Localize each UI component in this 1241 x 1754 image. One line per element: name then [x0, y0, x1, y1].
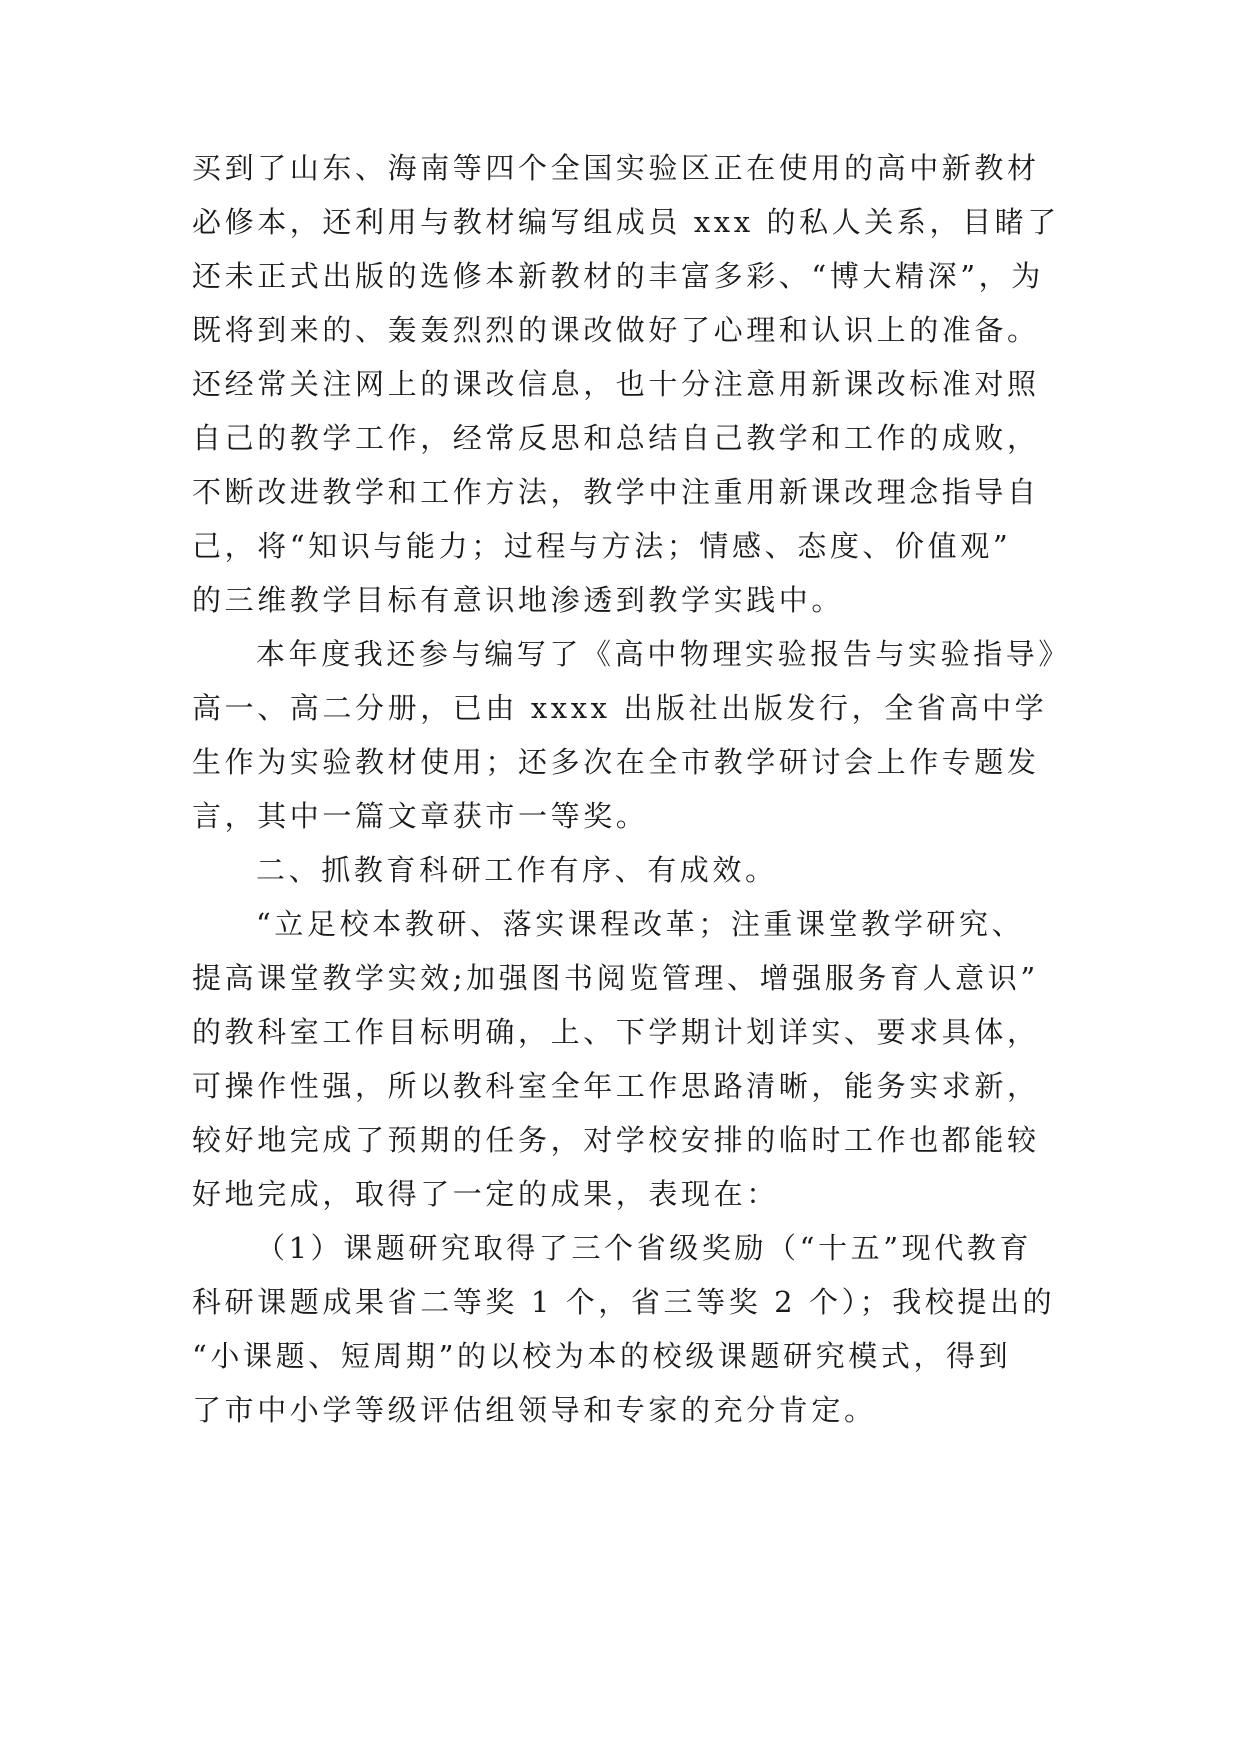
text-line: 还经常关注网上的课改信息，也十分注意用新课改标准对照 [192, 367, 1040, 401]
text-line: 本年度我还参与编写了《高中物理实验报告与实验指导》 [256, 637, 1072, 671]
text-line: 了市中小学等级评估组领导和专家的充分肯定。 [192, 1393, 877, 1427]
text-line: 己，将“知识与能力；过程与方法；情感、态度、价值观” [192, 529, 1012, 563]
text-line: 既将到来的、轰轰烈烈的课改做好了心理和认识上的准备。 [192, 313, 1040, 347]
text-line: 好地完成，取得了一定的成果，表现在： [192, 1177, 779, 1211]
text-line: 提高课堂教学实效;加强图书阅览管理、增强服务育人意识” [192, 961, 1039, 995]
text-line: 科研课题成果省二等奖 1 个，省三等奖 2 个）；我校提出的 [192, 1285, 1056, 1319]
text-line: 买到了山东、海南等四个全国实验区正在使用的高中新教材 [192, 151, 1040, 185]
text-line: 必修本，还利用与教材编写组成员 xxx 的私人关系，目睹了 [192, 205, 1060, 239]
text-line: 不断改进教学和工作方法，教学中注重用新课改理念指导自 [192, 475, 1040, 509]
text-line: 高一、高二分册，已由 xxxx 出版社出版发行，全省高中学 [192, 691, 1048, 725]
text-line: 可操作性强，所以教科室全年工作思路清晰，能务实求新， [192, 1069, 1040, 1103]
section-heading: 二、抓教育科研工作有序、有成效。 [256, 853, 778, 887]
text-line: 的三维教学目标有意识地渗透到教学实践中。 [192, 583, 845, 617]
text-line: “立足校本教研、落实课程改革；注重课堂教学研究、 [256, 907, 1025, 941]
text-line: “小课题、短周期”的以校为本的校级课题研究模式，得到 [192, 1339, 1012, 1373]
text-line: 较好地完成了预期的任务，对学校安排的临时工作也都能较 [192, 1123, 1040, 1157]
text-line: 生作为实验教材使用；还多次在全市教学研讨会上作专题发 [192, 745, 1040, 779]
text-line: （1）课题研究取得了三个省级奖励（“十五”现代教育 [256, 1231, 1033, 1265]
text-line: 的教科室工作目标明确，上、下学期计划详实、要求具体， [192, 1015, 1040, 1049]
text-line: 自己的教学工作，经常反思和总结自己教学和工作的成败， [192, 421, 1040, 455]
text-line: 还未正式出版的选修本新教材的丰富多彩、“博大精深”，为 [192, 259, 1044, 293]
text-line: 言，其中一篇文章获市一等奖。 [192, 799, 649, 833]
